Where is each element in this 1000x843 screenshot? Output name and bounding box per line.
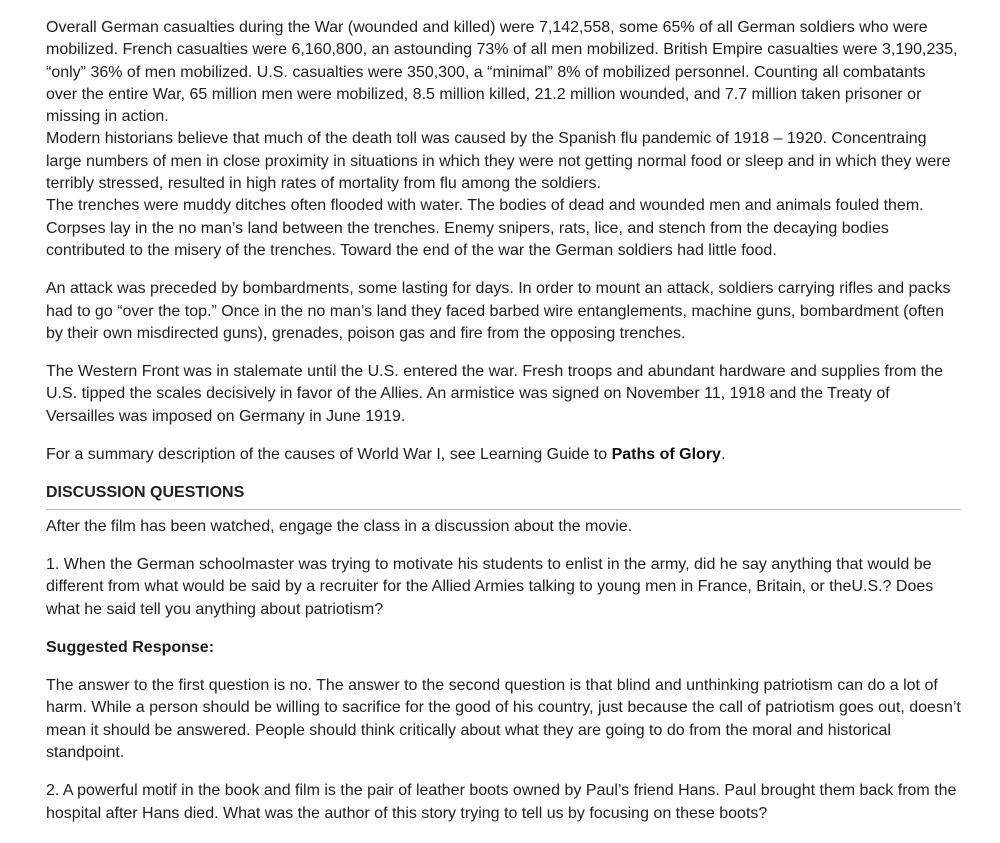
question-2: 2. A powerful motif in the book and film is the pair of leather boots owned by Paul’s friend Hans. Paul brought them back from the hospital after Hans died. What was the author of this story trying to tell us by focusing on these boots? <box>46 782 957 822</box>
discussion-questions-heading: DISCUSSION QUESTIONS <box>46 482 961 509</box>
paragraph-trenches: The trenches were muddy ditches often flooded with water. The bodies of dead and wounded men and animals fouled them. Corpses lay in the no man’s land between the trenches. Enemy snipers, rats, lice, and stench from the decaying bodies contributed to the misery of the trenches. Toward the end of the war the German soldiers had little food. <box>46 197 924 259</box>
paragraph-spanish-flu: Modern historians believe that much of the death toll was caused by the Spanish flu pandemic of 1918 – 1920. Concentraing large numbers of men in close proximity in situations in which they were not getting normal food or sleep and in which they were terribly stressed, resulted in high rates of mortality from flu among the soldiers. <box>46 130 951 193</box>
summary-prefix: For a summary description of the causes of World War I, see Learning Guide to <box>46 446 612 464</box>
paths-of-glory-link[interactable]: Paths of Glory <box>611 446 721 464</box>
paragraph-summary-reference <box>46 444 961 466</box>
response-1: The answer to the first question is no. The answer to the second question is that blind and unthinking patriotism can do a lot of harm. While a person should be willing to sacrifice for the good of his country, just because the call of patriotism goes out, doesn’t mean it should be answered. People should think critically about what they are going to do from the moral and historical standpoint. <box>46 677 961 762</box>
paragraph-casualties: Overall German casualties during the War (wounded and killed) were 7,142,558, some 65% of all German soldiers who were mobilized. French casualties were 6,160,800, an astounding 73% of all men mobilized. British Empire casualties were 3,190,235, “only” 36% of men mobilized. U.S. casualties were 350,300, a “minimal” 8% of mobilized personnel. Counting all combatants over the entire War, 65 million men were mobilized, 8.5 million killed, 21.2 million wounded, and 7.7 million taken prisoner or missing in action. <box>46 19 958 126</box>
summary-suffix: . <box>720 446 726 464</box>
paragraph-attack: An attack was preceded by bombardments, some lasting for days. In order to mount an attack, soldiers carrying rifles and packs had to go “over the top.” Once in the no man’s land they faced barbed wire entanglements, machine guns, bombardment (often by their own misdirected guns), grenades, poison gas and fire from the opposing trenches. <box>46 280 951 342</box>
question-1: 1. When the German schoolmaster was trying to motivate his students to enlist in the army, did he say anything that would be different from what would be said by a recruiter for the Allied Armies talking to young men in France, Britain, or theU.S.? Does what he said tell you anything about patriotism? <box>46 555 934 618</box>
paragraph-western-front: The Western Front was in stalemate until the U.S. entered the war. Fresh troops and abundant hardware and supplies from the U.S. tipped the scales decisively in favor of the Allies. An armistice was signed on November 11, 1918 and the Treaty of Versailles was imposed on Germany in June 1919. <box>46 363 944 425</box>
suggested-response-label: Suggested Response: <box>46 638 215 656</box>
discussion-intro: After the film has been watched, engage the class in a discussion about the movie. <box>46 517 633 535</box>
